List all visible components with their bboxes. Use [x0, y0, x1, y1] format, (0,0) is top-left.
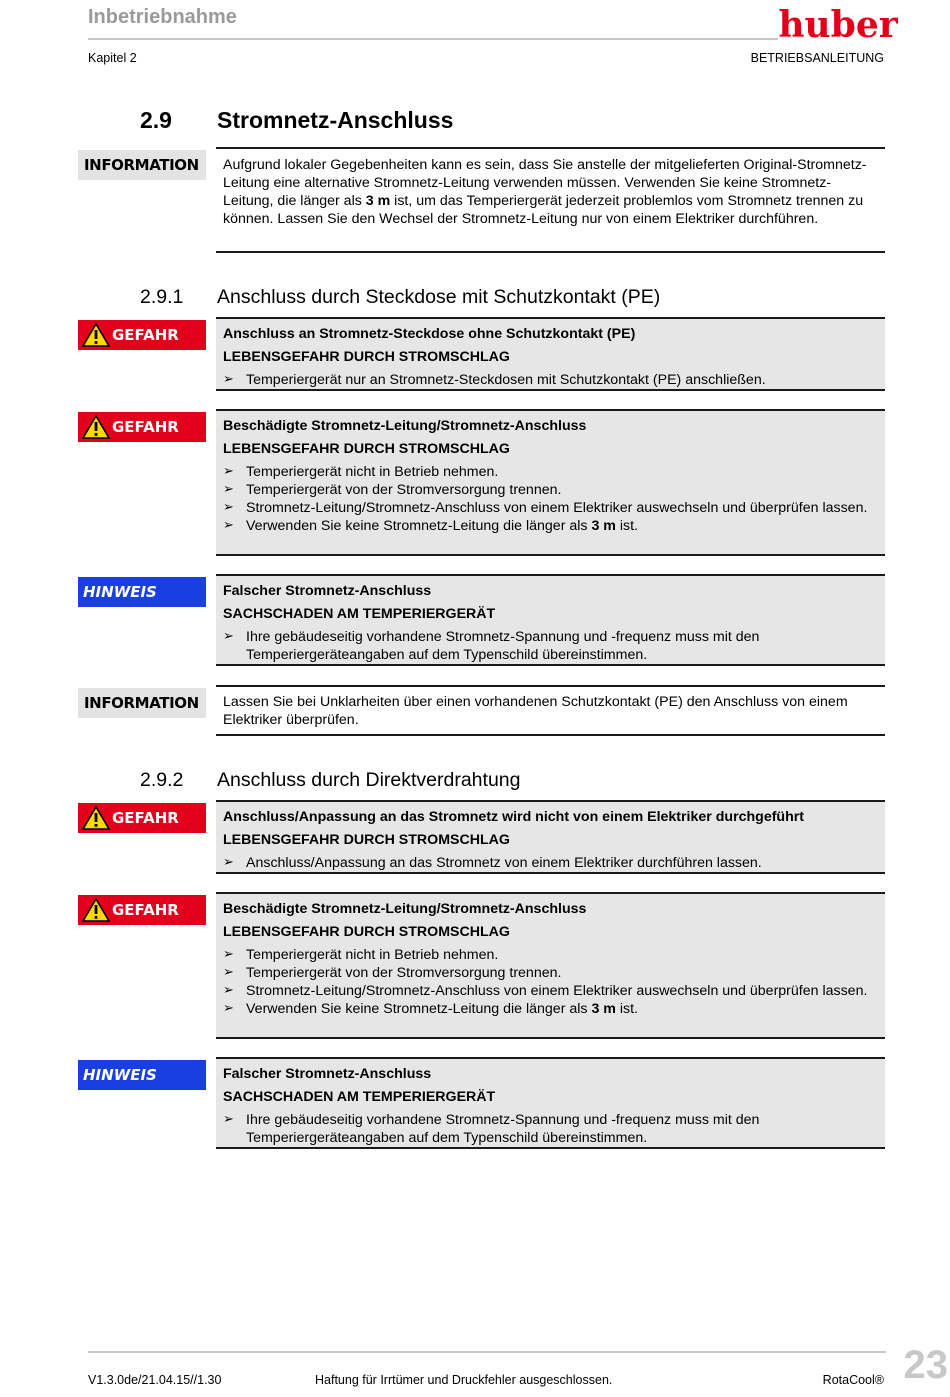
footer-disclaimer: Haftung für Irrtümer und Druckfehler ausgeschlossen.: [315, 1373, 613, 1387]
list-item: ➢ Ihre gebäudeseitig vorhandene Stromnetz-Spannung und -frequenz muss mit den Temperiergeräteangaben auf dem Typenschild übereinstimmen.: [223, 1111, 877, 1147]
list-item: ➢ Anschluss/Anpassung an das Stromnetz von einem Elektriker durchführen lassen.: [223, 854, 877, 872]
danger-hazard: LEBENSGEFAHR DURCH STROMSCHLAG: [223, 832, 510, 848]
header-divider: [88, 38, 778, 40]
danger-label-text: GEFAHR: [112, 809, 179, 827]
note-headline: Falscher Stromnetz-Anschluss: [223, 1066, 432, 1082]
warning-triangle-icon: [82, 415, 110, 439]
note-box: [216, 574, 885, 666]
danger-label-text: GEFAHR: [112, 418, 179, 436]
information-label: INFORMATION: [78, 150, 206, 180]
information-text-part1: Aufgrund lokaler Gegebenheiten kann es sein, dass Sie anstelle der mitgelieferten Original-Stromnetz-Leitung eine alternative Stromnetz-Leitung verwenden müssen. Verwenden Sie keine Stromnetz-Leitung, die länger als: [223, 157, 867, 209]
page-number: 23: [903, 1343, 948, 1387]
danger-hazard: LEBENSGEFAHR DURCH STROMSCHLAG: [223, 924, 510, 940]
subsection-number: 2.9.2: [140, 769, 184, 791]
section-number: 2.9: [140, 107, 172, 133]
list-item: ➢ Stromnetz-Leitung/Stromnetz-Anschluss von einem Elektriker auswechseln und überprüfen lassen.: [223, 499, 877, 517]
subsection-title: Anschluss durch Steckdose mit Schutzkontakt (PE): [217, 286, 661, 308]
list-item-text: Verwenden Sie keine Stromnetz-Leitung die länger als: [246, 518, 592, 534]
danger-label: [78, 803, 206, 833]
list-item-text-end: ist.: [615, 1001, 638, 1017]
document-version: V1.3.0de/21.04.15//1.30: [88, 1373, 222, 1387]
subsection-title: Anschluss durch Direktverdrahtung: [217, 769, 521, 791]
information-label: INFORMATION: [78, 688, 206, 718]
danger-headline: Beschädigte Stromnetz-Leitung/Stromnetz-Anschluss: [223, 901, 587, 917]
danger-box: [216, 892, 885, 1039]
subsection-heading-292: [140, 769, 521, 792]
information-text: Lassen Sie bei Unklarheiten über einen vorhandenen Schutzkontakt (PE) den Anschluss von einem Elektriker überprüfen.: [223, 694, 848, 728]
danger-label-text: GEFAHR: [112, 326, 179, 344]
danger-instructions: [223, 463, 877, 535]
danger-instructions: [223, 371, 877, 389]
danger-box: [216, 800, 885, 874]
note-hazard: SACHSCHADEN AM TEMPERIERGERÄT: [223, 606, 496, 622]
danger-label: [78, 895, 206, 925]
manual-label: BETRIEBSANLEITUNG: [750, 51, 884, 65]
warning-triangle-icon: [82, 323, 110, 347]
list-item: ➢ Temperiergerät nur an Stromnetz-Steckdosen mit Schutzkontakt (PE) anschließen.: [223, 371, 877, 389]
note-label: HINWEIS: [78, 577, 206, 607]
note-hazard: SACHSCHADEN AM TEMPERIERGERÄT: [223, 1089, 496, 1105]
danger-label: [78, 412, 206, 442]
information-text-bold: 3 m: [365, 193, 391, 209]
danger-instructions: [223, 946, 877, 1018]
logo-text: huber: [778, 4, 898, 46]
danger-box: [216, 409, 885, 556]
note-headline: Falscher Stromnetz-Anschluss: [223, 583, 432, 599]
note-instructions: [223, 1111, 877, 1147]
list-item-bold: 3 m: [591, 518, 616, 534]
danger-headline: Anschluss/Anpassung an das Stromnetz wird nicht von einem Elektriker durchgeführt: [223, 809, 805, 825]
information-box: [216, 685, 885, 736]
note-instructions: [223, 628, 877, 664]
danger-label: [78, 320, 206, 350]
section-heading: [140, 107, 454, 134]
danger-label-text: GEFAHR: [112, 901, 179, 919]
danger-headline: Anschluss an Stromnetz-Steckdose ohne Schutzkontakt (PE): [223, 326, 636, 342]
information-text-part2: ist, um das Temperiergerät jederzeit problemlos vom Stromnetz trennen zu können. Lassen Sie den Wechsel der Stromnetz-Leitung nur von einem Elektriker durchführen.: [223, 193, 864, 227]
product-name: RotaCool®: [822, 1373, 884, 1387]
chapter-label: Kapitel 2: [88, 51, 137, 65]
list-item: ➢ Temperiergerät von der Stromversorgung trennen.: [223, 964, 877, 982]
list-item: ➢ Stromnetz-Leitung/Stromnetz-Anschluss von einem Elektriker auswechseln und überprüfen lassen.: [223, 982, 877, 1000]
information-box: [216, 147, 885, 253]
warning-triangle-icon: [82, 898, 110, 922]
list-item-text-end: ist.: [615, 518, 638, 534]
danger-hazard: LEBENSGEFAHR DURCH STROMSCHLAG: [223, 441, 510, 457]
subsection-number: 2.9.1: [140, 286, 184, 308]
footer-divider: [88, 1351, 886, 1353]
list-item: ➢ Temperiergerät nicht in Betrieb nehmen.: [223, 946, 877, 964]
list-item-text: Verwenden Sie keine Stromnetz-Leitung die länger als: [246, 1001, 592, 1017]
note-box: [216, 1057, 885, 1149]
note-label: HINWEIS: [78, 1060, 206, 1090]
danger-instructions: [223, 854, 877, 872]
danger-box: [216, 317, 885, 391]
list-item: [223, 517, 877, 535]
huber-logo: [778, 4, 898, 46]
list-item-bold: 3 m: [591, 1001, 616, 1017]
warning-triangle-icon: [82, 806, 110, 830]
list-item: ➢ Temperiergerät von der Stromversorgung trennen.: [223, 481, 877, 499]
section-title: Stromnetz-Anschluss: [217, 107, 454, 133]
danger-headline: Beschädigte Stromnetz-Leitung/Stromnetz-Anschluss: [223, 418, 587, 434]
list-item: ➢ Temperiergerät nicht in Betrieb nehmen.: [223, 463, 877, 481]
subsection-heading-291: [140, 286, 661, 309]
danger-hazard: LEBENSGEFAHR DURCH STROMSCHLAG: [223, 349, 510, 365]
page-section-title: Inbetriebnahme: [88, 6, 237, 28]
list-item: ➢ Ihre gebäudeseitig vorhandene Stromnetz-Spannung und -frequenz muss mit den Temperiergeräteangaben auf dem Typenschild übereinstimmen.: [223, 628, 877, 664]
list-item: [223, 1000, 877, 1018]
